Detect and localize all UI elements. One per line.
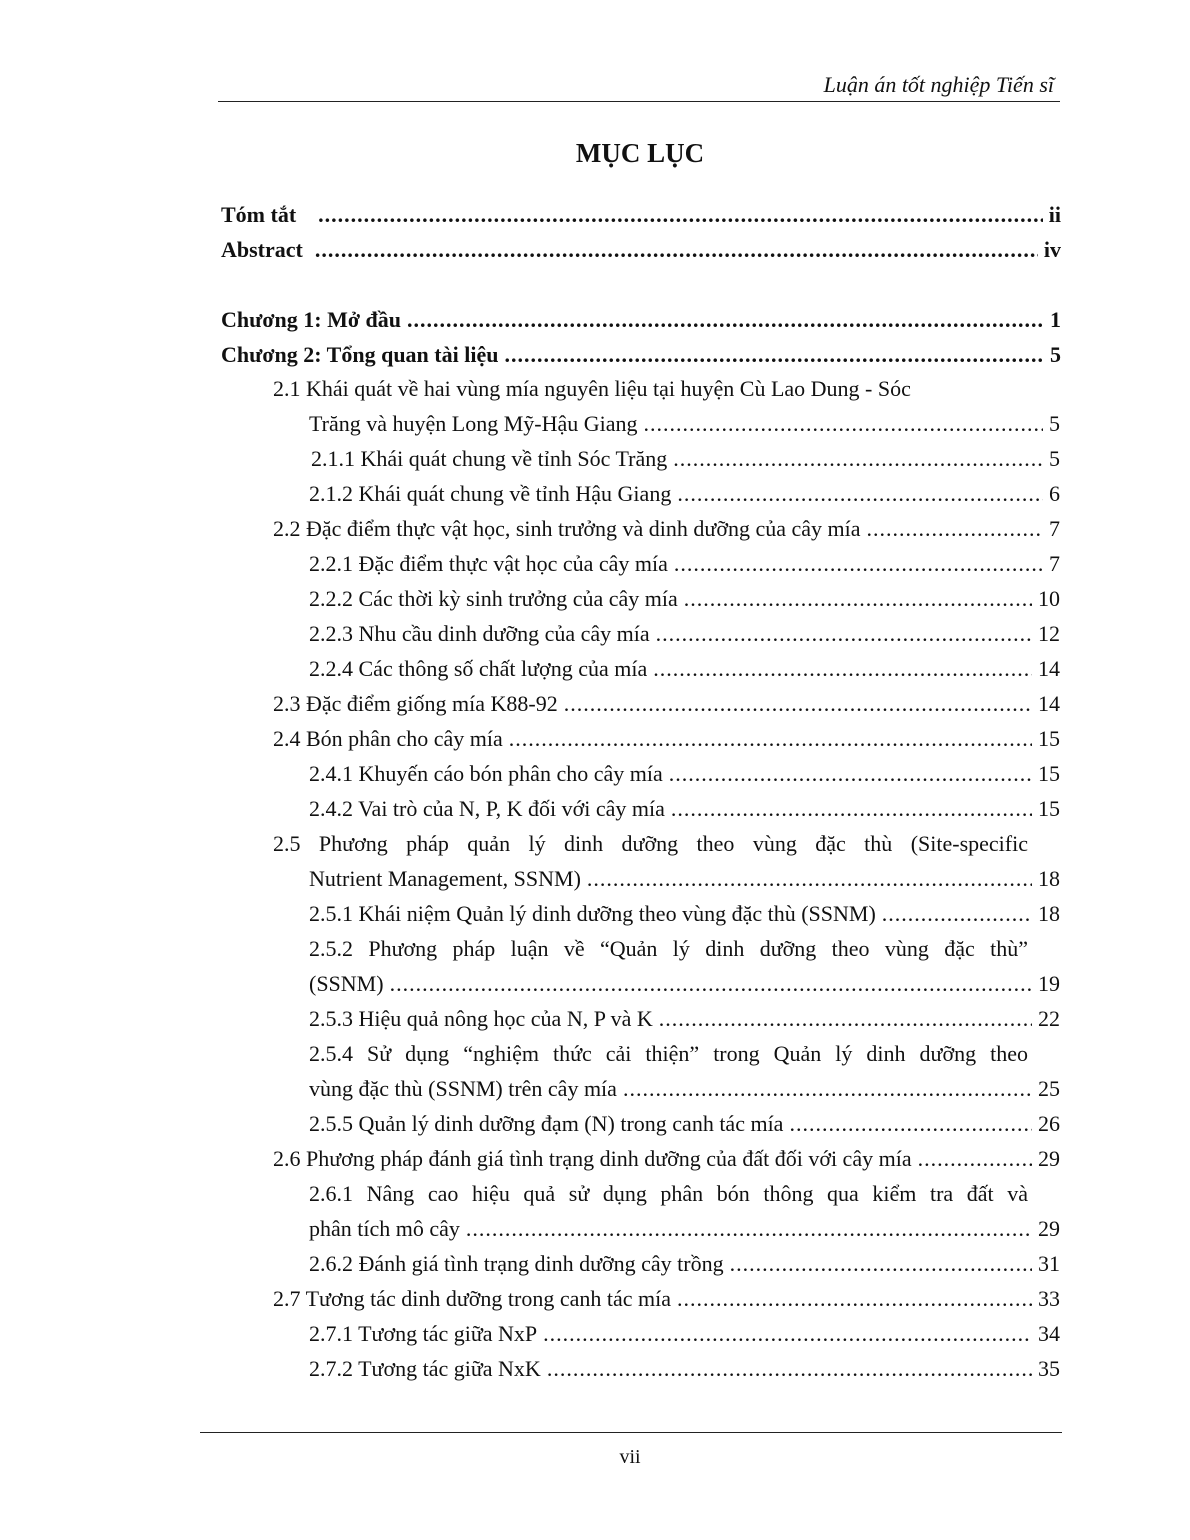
toc-page: 10 — [1038, 586, 1060, 611]
toc-page: 14 — [1038, 656, 1060, 681]
toc-page: 26 — [1038, 1111, 1060, 1136]
toc-label: 2.7 Tương tác dinh dưỡng trong canh tác mía — [273, 1286, 672, 1311]
header-rule — [218, 101, 1060, 102]
toc-entry[interactable] — [309, 864, 1060, 894]
toc-page: 15 — [1038, 726, 1060, 751]
toc-page: iv — [1043, 237, 1061, 262]
toc-page: 7 — [1049, 516, 1060, 541]
toc-page: 1 — [1050, 307, 1061, 332]
toc-label: 2.5.5 Quản lý dinh dưỡng đạm (N) trong canh tác mía — [309, 1111, 784, 1136]
toc-entry[interactable] — [309, 1319, 1060, 1349]
toc-entry[interactable] — [309, 1354, 1060, 1384]
toc-entry[interactable] — [309, 1214, 1060, 1244]
toc-page: 18 — [1038, 866, 1060, 891]
toc-label: Chương 2: Tổng quan tài liệu — [221, 342, 499, 367]
toc-entry[interactable] — [309, 1074, 1060, 1104]
toc-label: 2.2.4 Các thông số chất lượng của mía — [309, 656, 648, 681]
toc-entry[interactable] — [221, 235, 1061, 265]
toc-label: 2.5.1 Khái niệm Quản lý dinh dưỡng theo vùng đặc thù (SSNM) — [309, 901, 876, 926]
toc-entry[interactable] — [309, 479, 1060, 509]
toc-entry[interactable] — [309, 409, 1060, 439]
toc-page: 5 — [1049, 446, 1060, 471]
toc-page: 15 — [1038, 761, 1060, 786]
toc-label: 2.6 Phương pháp đánh giá tình trạng dinh dưỡng của đất đối với cây mía — [273, 1146, 912, 1171]
toc-entry[interactable] — [273, 514, 1060, 544]
footer-rule — [200, 1432, 1062, 1433]
toc-page: 35 — [1038, 1356, 1060, 1381]
toc-entry-line1[interactable]: 2.5.4 Sử dụng “nghiệm thức cải thiện” trong Quản lý dinh dưỡng theo — [309, 1041, 1028, 1066]
toc-entry-line1[interactable]: 2.5 Phương pháp quản lý dinh dưỡng theo vùng đặc thù (Site-specific — [273, 831, 1028, 856]
toc-entry[interactable] — [311, 444, 1060, 474]
toc-page: ii — [1048, 202, 1061, 227]
toc-entry-line1[interactable]: 2.6.1 Nâng cao hiệu quả sử dụng phân bón thông qua kiểm tra đất và — [309, 1181, 1028, 1206]
toc-label: Chương 1: Mở đầu — [221, 307, 401, 332]
toc-entry[interactable] — [221, 305, 1061, 335]
toc-label: 2.1.1 Khái quát chung về tỉnh Sóc Trăng — [311, 446, 668, 471]
toc-label: Nutrient Management, SSNM) — [309, 866, 581, 891]
toc-entry[interactable] — [309, 584, 1060, 614]
toc-page: 19 — [1038, 971, 1060, 996]
toc-page: 34 — [1038, 1321, 1060, 1346]
toc-page: 25 — [1038, 1076, 1060, 1101]
toc-entry[interactable] — [309, 794, 1060, 824]
toc-label: 2.7.1 Tương tác giữa NxP — [309, 1321, 538, 1346]
toc-label: 2.5.3 Hiệu quả nông học của N, P và K — [309, 1006, 653, 1031]
toc-entry[interactable] — [273, 689, 1060, 719]
toc-page: 5 — [1049, 411, 1060, 436]
toc-entry[interactable] — [309, 759, 1060, 789]
toc-entry[interactable] — [221, 200, 1061, 230]
toc-page: 29 — [1038, 1216, 1060, 1241]
toc-label: 2.4.1 Khuyến cáo bón phân cho cây mía — [309, 761, 663, 786]
toc-label: 2.4.2 Vai trò của N, P, K đối với cây mía — [309, 796, 665, 821]
toc-entry[interactable] — [309, 549, 1060, 579]
toc-entry[interactable] — [221, 340, 1061, 370]
toc-page: 14 — [1038, 691, 1060, 716]
toc-label: 2.6.2 Đánh giá tình trạng dinh dưỡng cây trồng — [309, 1251, 724, 1276]
toc-label: 2.1.2 Khái quát chung về tỉnh Hậu Giang — [309, 481, 672, 506]
toc-label: 2.2 Đặc điểm thực vật học, sinh trưởng và dinh dưỡng của cây mía — [273, 516, 861, 541]
toc-page: 7 — [1049, 551, 1060, 576]
toc-label: Trăng và huyện Long Mỹ-Hậu Giang — [309, 411, 638, 436]
toc-page: 29 — [1038, 1146, 1060, 1171]
toc-entry[interactable] — [309, 1249, 1060, 1279]
toc-label: 2.2.1 Đặc điểm thực vật học của cây mía — [309, 551, 668, 576]
toc-page: 33 — [1038, 1286, 1060, 1311]
toc-label: 2.7.2 Tương tác giữa NxK — [309, 1356, 541, 1381]
toc-entry-line1[interactable]: 2.1 Khái quát về hai vùng mía nguyên liệu tại huyện Cù Lao Dung - Sóc — [273, 376, 911, 401]
toc-label: 2.2.3 Nhu cầu dinh dưỡng của cây mía — [309, 621, 650, 646]
toc-entry[interactable] — [273, 724, 1060, 754]
page-header: Luận án tốt nghiệp Tiến sĩ — [823, 72, 1054, 97]
toc-label: 2.4 Bón phân cho cây mía — [273, 726, 503, 751]
page-number: vii — [619, 1446, 641, 1468]
toc-entry[interactable] — [309, 969, 1060, 999]
toc-page: 12 — [1038, 621, 1060, 646]
toc-page: 5 — [1050, 342, 1061, 367]
toc-label: Abstract — [221, 237, 303, 262]
toc-entry[interactable] — [309, 654, 1060, 684]
toc-page: 31 — [1038, 1251, 1060, 1276]
page-title: MỤC LỤC — [575, 138, 705, 168]
toc-page: 6 — [1049, 481, 1060, 506]
toc-entry[interactable] — [309, 619, 1060, 649]
toc-entry[interactable] — [309, 899, 1060, 929]
toc-label: (SSNM) — [309, 971, 384, 996]
toc-entry[interactable] — [309, 1109, 1060, 1139]
toc-page: 18 — [1038, 901, 1060, 926]
toc-label: phân tích mô cây — [309, 1216, 460, 1241]
toc-entry-line1[interactable]: 2.5.2 Phương pháp luận về “Quản lý dinh dưỡng theo vùng đặc thù” — [309, 936, 1028, 961]
toc-label: 2.3 Đặc điểm giống mía K88-92 — [273, 691, 558, 716]
toc-label: Tóm tắt — [221, 202, 297, 227]
toc-entry[interactable] — [273, 1284, 1060, 1314]
toc-entry[interactable] — [309, 1004, 1060, 1034]
toc-entry[interactable] — [273, 1144, 1060, 1174]
toc-page: 22 — [1038, 1006, 1060, 1031]
toc-page: 15 — [1038, 796, 1060, 821]
toc-label: 2.2.2 Các thời kỳ sinh trưởng của cây mía — [309, 586, 678, 611]
toc-label: vùng đặc thù (SSNM) trên cây mía — [309, 1076, 617, 1101]
